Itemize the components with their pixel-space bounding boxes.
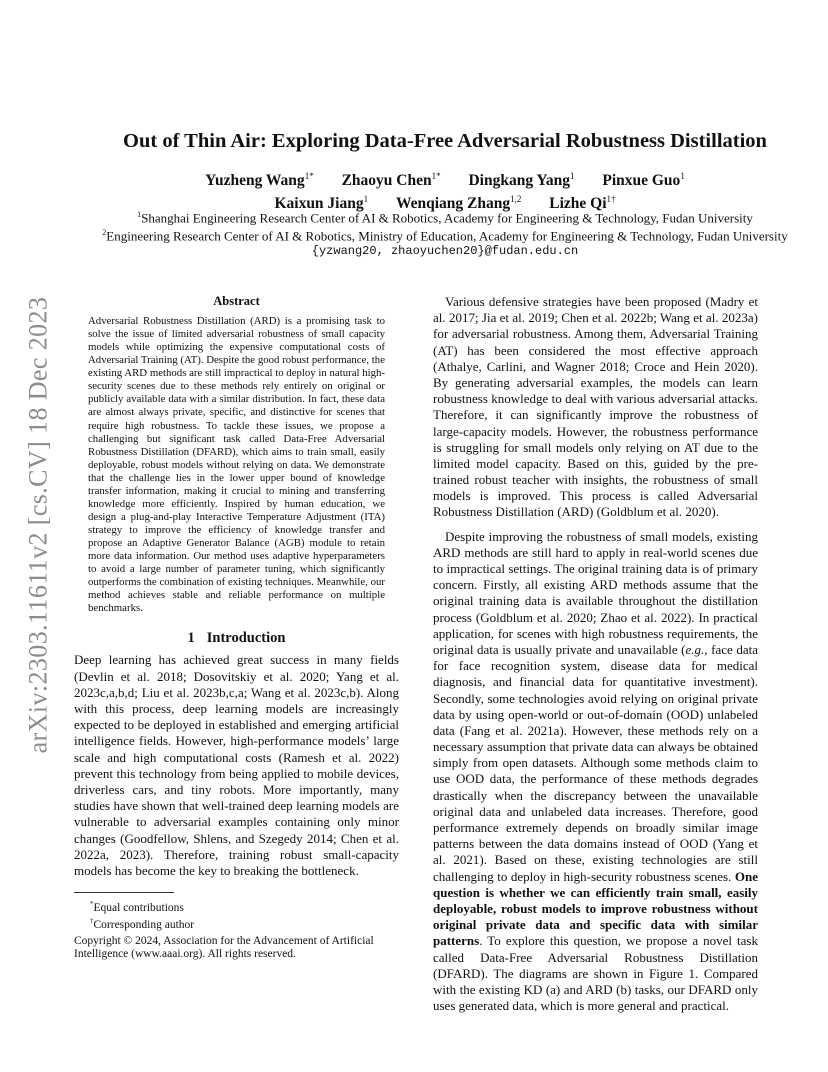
footnotes xyxy=(74,892,399,962)
section-number: 1 xyxy=(187,630,195,647)
right-paragraph-1: Various defensive strategies have been proposed (Madry et al. 2017; Jia et al. 2019; Chen et al. 2022b; Wang et al. 2023a) for adversarial robustness. Among them, Adversarial Training (AT) has been considered the most effective approach (Athalye, Carlini, and Wagner 2018; Croce and Hein 2020). By generating adversarial examples, the models can learn robustness knowledge to deal with various adversarial attacks. Therefore, it can significantly improve the robustness of large-capacity models. However, the robustness performance is struggling for small models only relying on AT due to the limited model capacity. Based on this, guided by the pre-trained robust teacher with insights, the robustness of small models is improved. This process is called Adversarial Robustness Distillation (ARD) (Goldblum et al. 2020). xyxy=(433,294,758,520)
footnote-corresponding-author: †Corresponding author xyxy=(90,917,195,932)
research-question: One question is whether we can efficiently train small, easily deployable, robust models to improve robustness without original private data and specific data with similar patterns xyxy=(433,868,758,949)
abstract-heading: Abstract xyxy=(213,294,260,308)
arxiv-identifier-text: arXiv:2303.11611v2 [cs.CV] 18 Dec 2023 xyxy=(23,296,52,754)
author: Lizhe $Qi^{1\dagger}$ xyxy=(549,194,616,213)
copyright-notice: Copyright © 2024, Association for the Advancement of Artificial Intelligence (www.aaai.org). All rights reserved. xyxy=(74,934,374,961)
author: Yuzheng Wang$^{1*}$ xyxy=(205,171,314,190)
affiliations xyxy=(70,208,820,258)
author: Wenqiang Zhang$^{1,2}$ xyxy=(395,194,522,213)
author-list xyxy=(60,167,828,213)
affiliation-1: $^1$Shanghai Engineering Research Center of AI & Robotics, Academy for Engineering & Technology, Fudan University xyxy=(137,210,753,226)
author: Zhaoyu Chen$^{1*}$ xyxy=(341,171,441,190)
arxiv-identifier xyxy=(18,285,58,765)
author-row-1 xyxy=(60,167,828,190)
footnote-rule xyxy=(74,892,174,893)
right-column xyxy=(433,294,758,1014)
paper-title: Out of Thin Air: Exploring Data-Free Adversarial Robustness Distillation xyxy=(123,130,767,152)
intro-paragraph-1: Deep learning has achieved great success in many fields (Devlin et al. 2018; Dosovitskiy et al. 2020; Yang et al. 2023c,a,b,d; Liu et al. 2023b,c,a; Wang et al. 2023c,b). Along with this process, deep learning models are increasingly expected to be deployed in established and emerging artificial intelligence fields. However, high-performance models’ large scale and high computational costs (Ramesh et al. 2022) prevent this technology from being applied to mobile devices, driverless cars, and tiny robots. More importantly, many studies have shown that well-trained deep learning models are vulnerable to adversarial examples containing only minor changes (Goodfellow, Shlens, and Szegedy 2014; Chen et al. 2022a, 2023). Therefore, training robust small-capacity models has become the key to breaking the bottleneck. xyxy=(74,652,399,878)
author: Dingkang Yang$^1$ xyxy=(468,171,575,190)
section-heading-introduction xyxy=(74,630,399,647)
abstract-text: Adversarial Robustness Distillation (ARD) is a promising task to solve the issue of limited adversarial robustness of small capacity models while optimizing the expensive computational costs of Adversarial Training (AT). Despite the good robust performance, the existing ARD methods are still impractical to deploy in natural high-security scenes due to these methods rely entirely on original or publicly available data with a similar distribution. In fact, these data are almost always private, specific, and distinctive for scenes that require high robustness. To tackle these issues, we propose a challenging but significant task called Data-Free Adversarial Robustness Distillation (DFARD), which aims to train small, easily deployable, robust models without relying on data. We demonstrate that the challenge lies in the lower upper bound of knowledge transfer information, making it crucial to mining and transferring knowledge more efficiently. Inspired by human education, we design a plug-and-play Interactive Temperature Adjustment (ITA) strategy to improve the efficiency of knowledge transfer and propose an Adaptive Generator Balance (AGB) module to retain more data information. Our method uses adaptive hyperparameters to avoid a large number of parameter tuning, which significantly outperforms the combination of existing techniques. Meanwhile, our method achieves stable and reliable performance on multiple benchmarks. xyxy=(88,315,385,615)
author-email: {yzwang20, zhaoyuchen20}@fudan.edu.cn xyxy=(311,243,579,258)
right-paragraph-2: Despite improving the robustness of small models, existing ARD methods are still hard to apply in real-world scenes due to impractical settings. The original training data is of primary concern. Firstly, all existing ARD methods assume that the original training data is available throughout the distillation process (Goldblum et al. 2020; Zhao et al. 2022). In practical application, for scenes with high robustness requirements, the original data is usually private and unavailable (e.g., face data for face recognition system, disease data for medical diagnosis, and financial data for quantitative investment). Secondly, some technologies avoid relying on original private data by using open-world or out-of-domain (OOD) unlabeled data (Fang et al. 2021a). However, these methods rely on a necessary assumption that private data can always be obtained simply from open datasets. Although some methods claim to use OOD data, the performance of these methods degrades drastically when the discrepancy between the unavailable original data and unlabeled data increases. Therefore, good performance extremely depends on broadly similar image patterns between the data domains instead of OOD (Yang et al. 2021). Based on these, existing technologies are still challenging to deploy in high-security robustness scenes. One question is whether we can efficiently train small, easily deployable, robust models to improve robustness without original private data and specific data with similar patterns. To explore this question, we propose a novel task called Data-Free Adversarial Robustness Distillation (DFARD). The diagrams are shown in Figure 1. Compared with the existing KD (a) and ARD (b) tasks, our DFARD only uses generated data, which is more general and practical. xyxy=(433,528,759,1014)
left-column xyxy=(74,294,399,879)
footnote-equal-contribution: *Equal contributions xyxy=(90,900,184,914)
author: Pinxue Guo$^1$ xyxy=(602,171,685,190)
affiliation-2: $^2$Engineering Research Center of AI & Robotics, Ministry of Education, Academy for Engineering & Technology, Fudan University xyxy=(102,227,788,244)
author: Kaixun Jiang$^1$ xyxy=(274,194,369,213)
section-title: Introduction xyxy=(206,630,286,647)
